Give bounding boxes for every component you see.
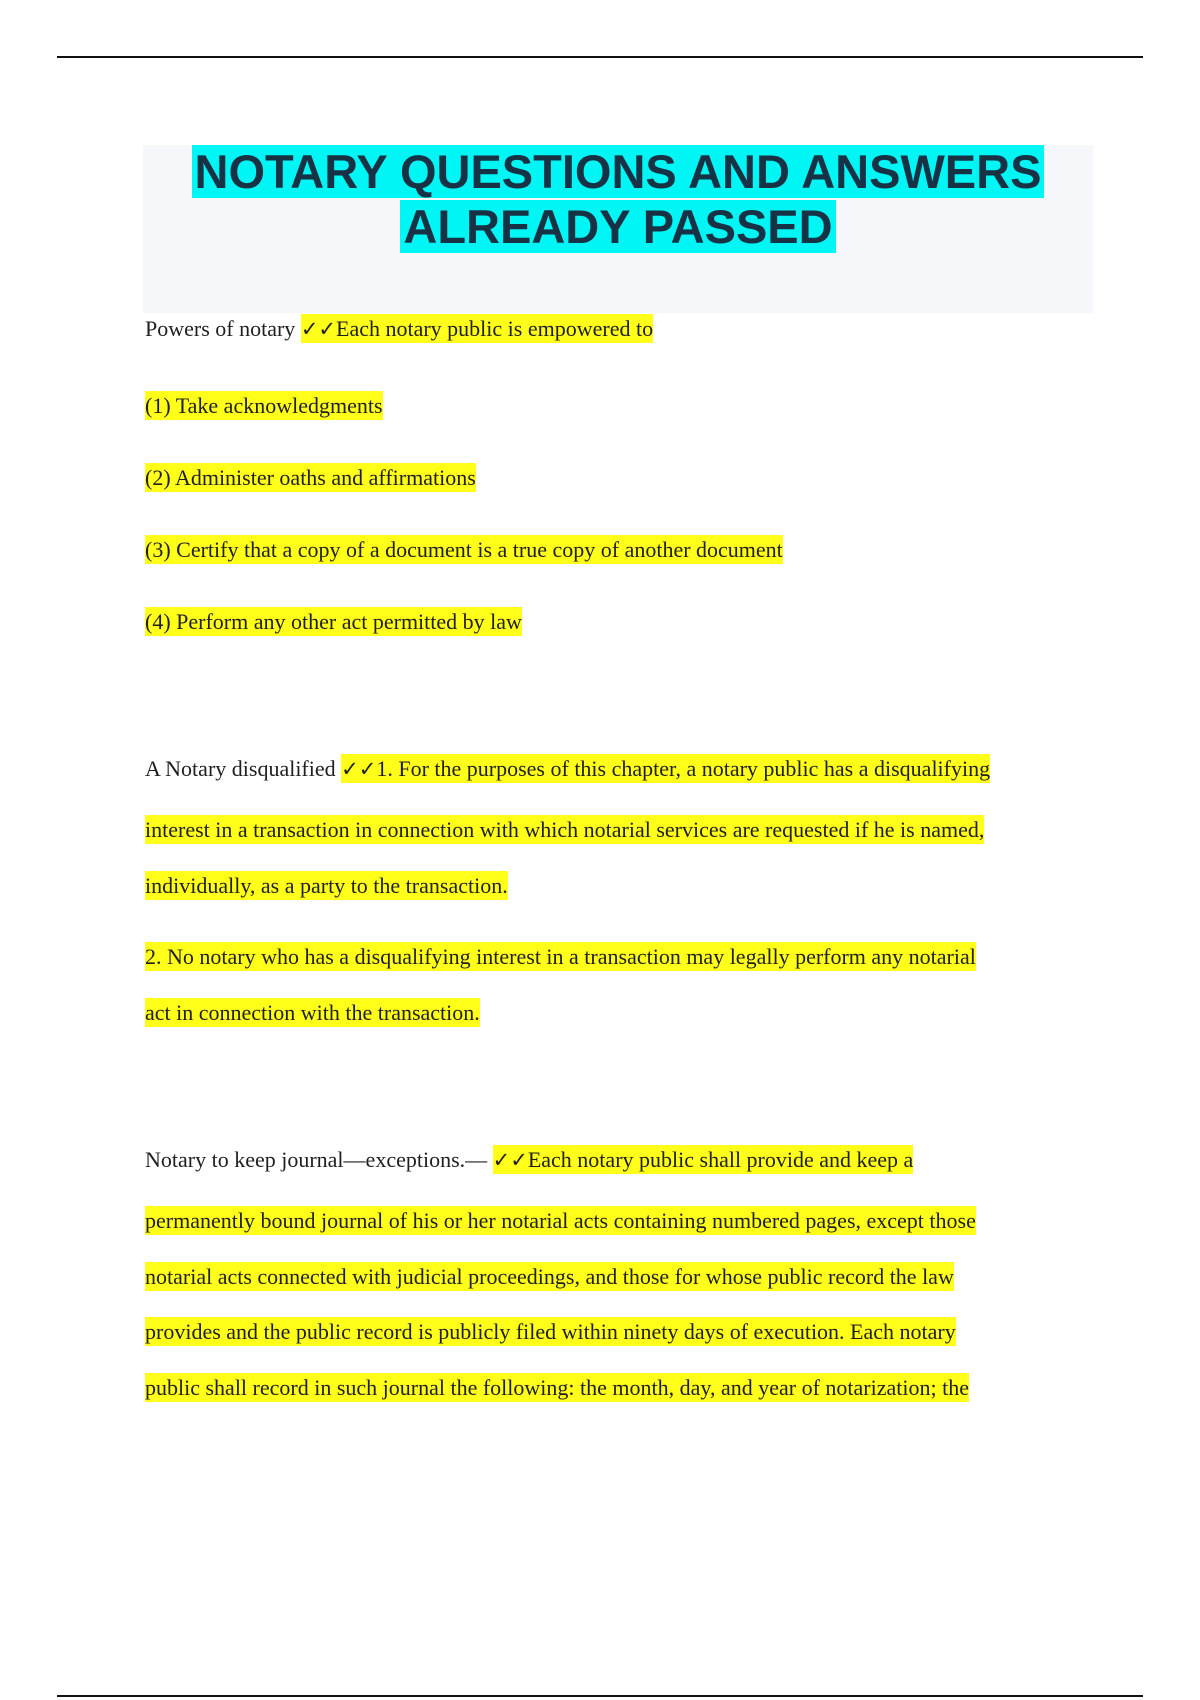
question-term: Powers of notary xyxy=(145,316,301,341)
answer-line xyxy=(145,944,1085,970)
question-notary-disqualified xyxy=(145,756,1085,782)
list-item xyxy=(145,609,1085,635)
answer-text: Each notary public is empowered to xyxy=(336,316,654,341)
question-powers-of-notary xyxy=(145,316,1085,342)
header-rule xyxy=(57,56,1143,58)
question-notary-journal xyxy=(145,1147,1085,1173)
answer-line xyxy=(145,1264,1085,1290)
list-item-text: (4) Perform any other act permitted by law xyxy=(145,609,522,634)
double-checkmark-icon: ✓✓ xyxy=(300,317,337,341)
answer-text: Each notary public shall provide and keep a xyxy=(527,1147,914,1172)
list-item xyxy=(145,537,1085,563)
list-item-text: (3) Certify that a copy of a document is a true copy of another document xyxy=(145,537,783,562)
answer-text: permanently bound journal of his or her notarial acts containing numbered pages, except those xyxy=(145,1208,976,1233)
double-checkmark-icon: ✓✓ xyxy=(492,1148,528,1172)
answer-line xyxy=(145,1000,1085,1026)
answer-text: individually, as a party to the transaction. xyxy=(145,873,508,898)
answer-line xyxy=(145,1319,1085,1345)
list-item xyxy=(145,465,1085,491)
answer-highlight xyxy=(493,1145,914,1174)
list-item-text: (1) Take acknowledgments xyxy=(145,393,383,418)
answer-highlight xyxy=(341,754,990,783)
footer-rule xyxy=(57,1695,1143,1697)
answer-text: interest in a transaction in connection with which notarial services are requested if he is named, xyxy=(145,817,985,842)
answer-line xyxy=(145,1375,1085,1401)
title-line-2: ALREADY PASSED xyxy=(400,200,835,253)
list-item xyxy=(145,393,1085,419)
question-term: A Notary disqualified xyxy=(145,756,342,781)
title-line-1: NOTARY QUESTIONS AND ANSWERS xyxy=(192,145,1045,198)
answer-text: 2. No notary who has a disqualifying interest in a transaction may legally perform any notarial xyxy=(145,944,976,969)
answer-highlight xyxy=(301,314,653,343)
answer-text: notarial acts connected with judicial proceedings, and those for whose public record the law xyxy=(145,1264,954,1289)
document-title xyxy=(143,144,1093,254)
question-term: Notary to keep journal—exceptions.— xyxy=(145,1147,493,1172)
double-checkmark-icon: ✓✓ xyxy=(341,757,377,781)
answer-text: act in connection with the transaction. xyxy=(145,1000,480,1025)
list-item-text: (2) Administer oaths and affirmations xyxy=(145,465,476,490)
answer-line xyxy=(145,873,1085,899)
answer-text: provides and the public record is publicly filed within ninety days of execution. Each notary xyxy=(145,1319,956,1344)
answer-line xyxy=(145,817,1085,843)
answer-line xyxy=(145,1208,1085,1234)
answer-text: 1. For the purposes of this chapter, a notary public has a disqualifying xyxy=(376,756,991,781)
answer-text: public shall record in such journal the following: the month, day, and year of notarization; the xyxy=(145,1375,969,1400)
